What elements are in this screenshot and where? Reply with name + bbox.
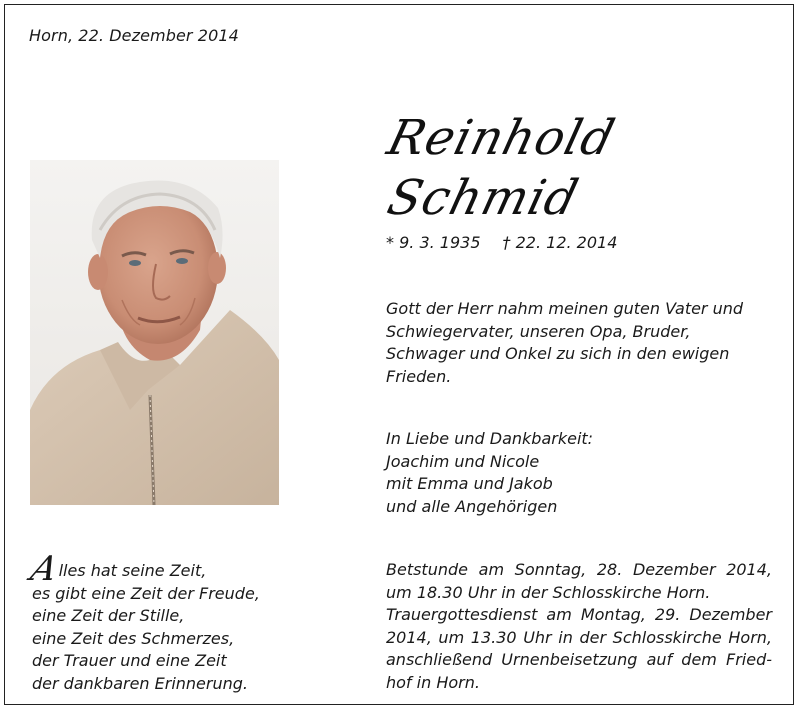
announcement-line: Schwager und Onkel zu sich in den ewigen: [386, 344, 730, 363]
poem-first-line-rest: lles hat seine Zeit,: [58, 561, 207, 580]
last-name: Schmid: [382, 170, 585, 226]
service-line: Trauergottesdienst am Montag, 29. Dezember: [386, 605, 772, 624]
service-details: [386, 559, 772, 694]
poem-line: es gibt eine Zeit der Freude,: [32, 583, 260, 603]
life-dates: [386, 233, 617, 252]
announcement-text: [386, 298, 743, 388]
poem-first-line: [26, 549, 260, 589]
poem-line: eine Zeit der Stille,: [32, 606, 185, 625]
mourners-text: [386, 428, 593, 518]
poem-line: der dankbaren Erinnerung.: [32, 673, 248, 693]
poem-drop-cap: A: [26, 549, 63, 589]
service-line: 2014, um 13.30 Uhr in der Schlosskirche Horn,: [386, 627, 772, 647]
death-date: † 22. 12. 2014: [502, 233, 618, 252]
announcement-line: Schwiegervater, unseren Opa, Bruder,: [386, 321, 691, 341]
poem-line: eine Zeit des Schmerzes,: [32, 628, 235, 648]
portrait-photo: [30, 160, 279, 505]
mourners-line: und alle Angehörigen: [386, 496, 558, 516]
service-line: anschließend Urnenbeisetzung auf dem Fried-: [386, 650, 772, 669]
poem-line: der Trauer und eine Zeit: [32, 651, 227, 670]
service-line: Betstunde am Sonntag, 28. Dezember 2014,: [386, 560, 772, 579]
service-line: um 18.30 Uhr in der Schlosskirche Horn.: [386, 582, 711, 602]
place-date: Horn, 22. Dezember 2014: [29, 26, 239, 45]
mourners-line: Joachim und Nicole: [386, 451, 540, 471]
service-line: hof in Horn.: [386, 672, 480, 692]
announcement-line: Frieden.: [386, 366, 452, 386]
first-name: Reinhold: [382, 110, 621, 166]
birth-date: * 9. 3. 1935: [386, 233, 481, 252]
portrait-illustration: [30, 160, 279, 505]
mourners-line: mit Emma und Jakob: [386, 474, 553, 493]
mourners-line: In Liebe und Dankbarkeit:: [386, 429, 594, 448]
poem-text: [26, 549, 260, 695]
announcement-line: Gott der Herr nahm meinen guten Vater und: [386, 299, 744, 318]
